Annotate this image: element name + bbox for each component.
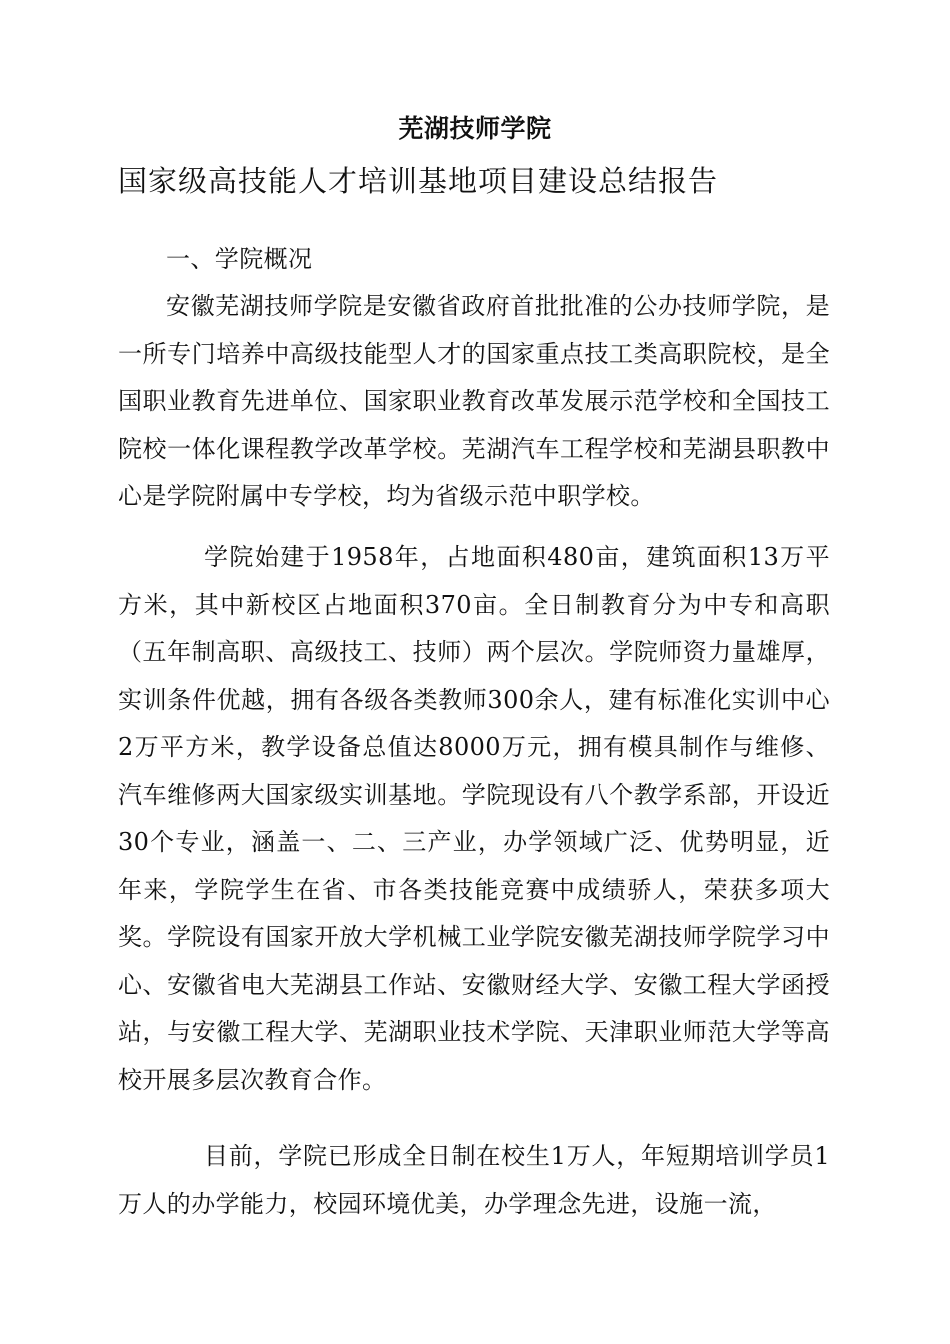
body-paragraph: 学院始建于1958年，占地面积480亩，建筑面积13万平方米，其中新校区占地面积370亩。全日制教育分为中专和高职（五年制高职、高级技工、技师）两个层次。学院师资力量雄厚，实训条件优越，拥有各级各类教师300余人，建有标准化实训中心2万平方米，教学设备总值达8000万元，拥有模具制作与维修、汽车维修两大国家级实训基地。学院现设有八个教学系部，开设近30个专业，涵盖一、二、三产业，办学领域广泛、优势明显，近年来，学院学生在省、市各类技能竞赛中成绩骄人，荣获多项大奖。学院设有国家开放大学机械工业学院安徽芜湖技师学院学习中心、安徽省电大芜湖县工作站、安徽财经大学、安徽工程大学函授站，与安徽工程大学、芜湖职业技术学院、天津职业师范大学等高校开展多层次教育合作。 xyxy=(118,543,830,1094)
body-paragraph: 安徽芜湖技师学院是安徽省政府首批批准的公办技师学院，是一所专门培养中高级技能型人才的国家重点技工类高职院校，是全国职业教育先进单位、国家职业教育改革发展示范学校和全国技工院校一体化课程教学改革学校。芜湖汽车工程学校和芜湖县职教中心是学院附属中专学校，均为省级示范中职学校。 xyxy=(118,292,830,510)
document-subtitle: 国家级高技能人才培训基地项目建设总结报告 xyxy=(118,164,719,198)
section-heading: 一、学院概况 xyxy=(166,245,313,273)
body-paragraph: 目前，学院已形成全日制在校生1万人，年短期培训学员1万人的办学能力，校园环境优美，办学理念先进，设施一流， xyxy=(118,1142,830,1218)
document-title: 芜湖技师学院 xyxy=(398,114,552,143)
